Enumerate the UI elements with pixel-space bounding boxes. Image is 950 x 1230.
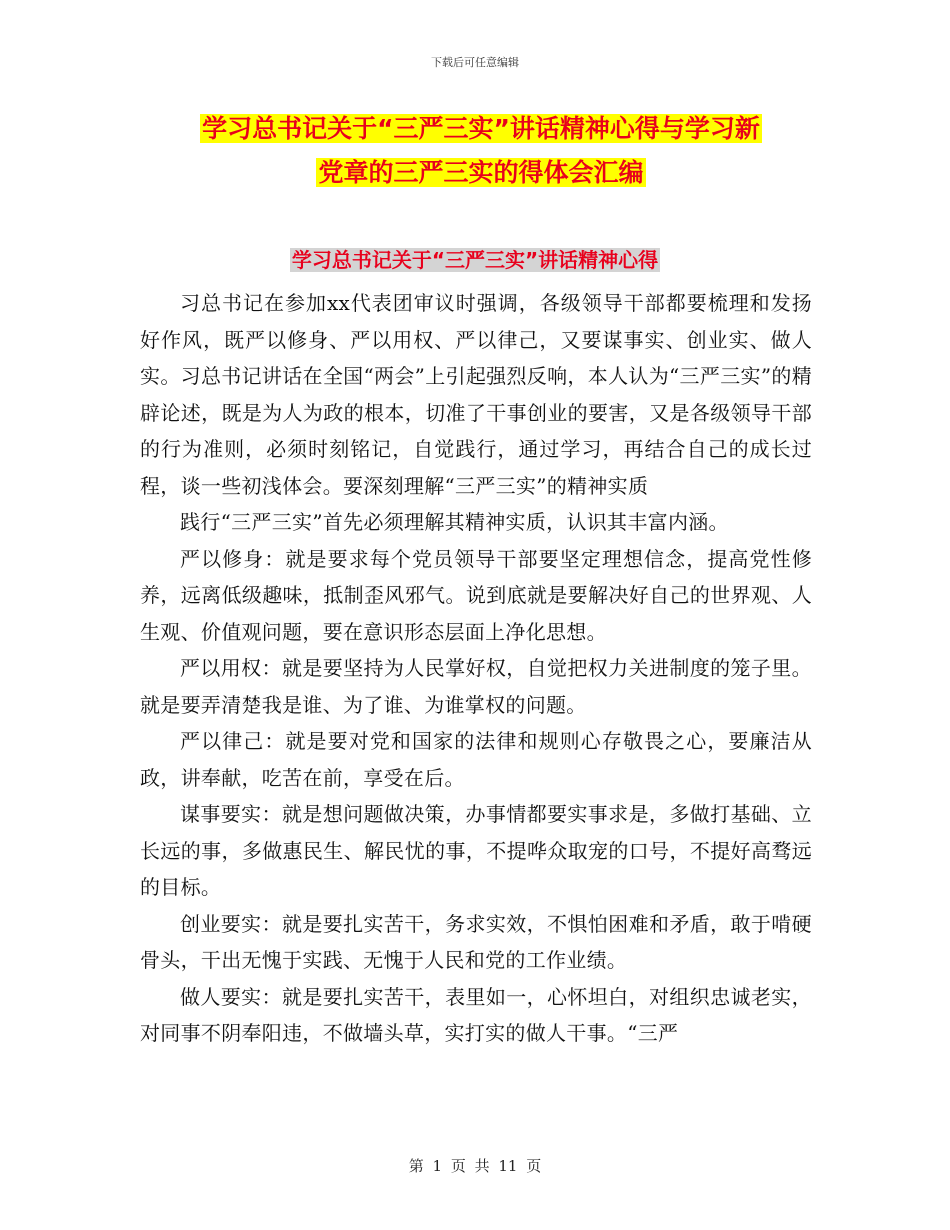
paragraph: 习总书记在参加xx代表团审议时强调，各级领导干部都要梳理和发扬好作风，既严以修身、严以用权、严以律己，又要谋事实、创业实、做人实。习总书记讲话在全国“两会”上引起强烈反响，本人认为“三严三实”的精辟论述，既是为人为政的根本，切准了干事创业的要害，又是各级领导干部的行为准则，必须时刻铭记，自觉践行，通过学习，再结合自己的成长过程，谈一些初浅体会。要深刻理解“三严三实”的精神实质 — [140, 291, 812, 498]
document-title-line-1-text: 学习总书记关于“三严三实”讲话精神心得与学习新 — [202, 114, 760, 143]
paragraph: 严以用权：就是要坚持为人民掌好权，自觉把权力关进制度的笼子里。就是要弄清楚我是谁、为了谁、为谁掌权的问题。 — [140, 656, 812, 717]
paragraph: 践行“三严三实”首先必须理解其精神实质，认识其丰富内涵。 — [180, 510, 729, 534]
paragraph: 严以律己：就是要对党和国家的法律和规则心存敬畏之心，要廉洁从政，讲奉献，吃苦在前，享受在后。 — [140, 729, 812, 790]
section-heading — [0, 246, 950, 274]
document-title-line-2-text: 党章的三严三实的得体会汇编 — [318, 158, 644, 187]
document-title-line-2 — [6, 156, 950, 190]
page-header-note: 下载后可任意编辑 — [431, 56, 519, 69]
paragraph: 做人要实：就是要扎实苦干，表里如一，心怀坦白，对组织忠诚老实，对同事不阴奉阳违，不做墙头草，实打实的做人干事。“三严 — [140, 984, 812, 1045]
paragraph: 谋事要实：就是想问题做决策，办事情都要实事求是，多做打基础、立长远的事，多做惠民生、解民忧的事，不提哗众取宠的口号，不提好高骛远的目标。 — [140, 802, 812, 899]
page-footer: 第 1 页 共 11 页 — [408, 1157, 542, 1175]
paragraph: 创业要实：就是要扎实苦干，务求实效，不惧怕困难和矛盾，敢于啃硬骨头，干出无愧于实践、无愧于人民和党的工作业绩。 — [140, 911, 812, 972]
document-body — [140, 285, 812, 1052]
section-heading-text: 学习总书记关于“三严三实”讲话精神心得 — [291, 248, 659, 272]
paragraph: 严以修身：就是要求每个党员领导干部要坚定理想信念，提高党性修养，远离低级趣味，抵制歪风邪气。说到底就是要解决好自己的世界观、人生观、价值观问题，要在意识形态层面上净化思想。 — [140, 546, 812, 644]
document-title-line-1 — [6, 112, 950, 146]
